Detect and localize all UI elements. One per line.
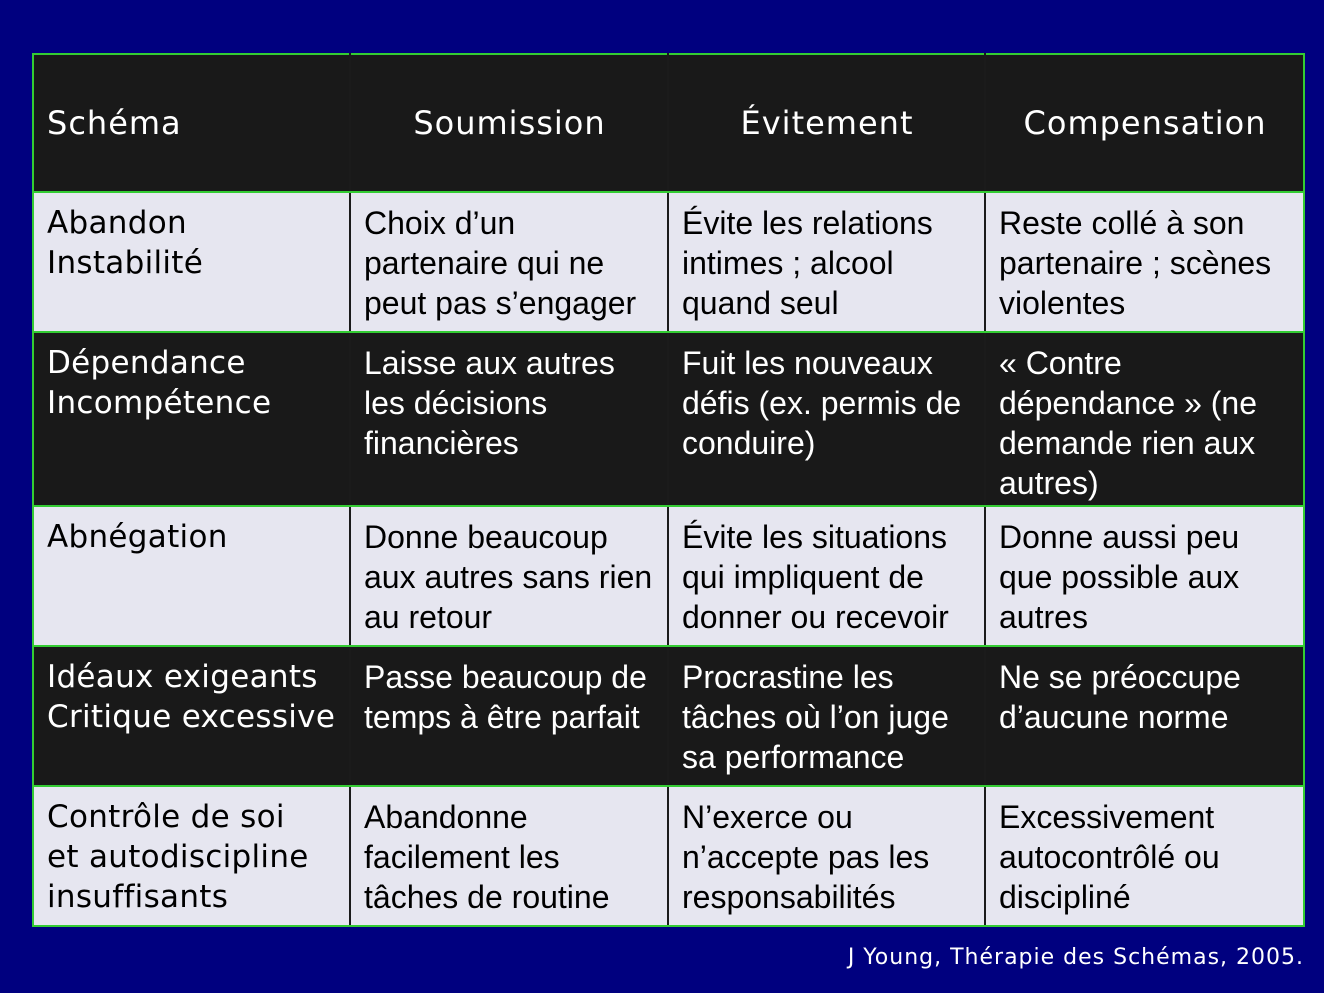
schema-label: Dépendance (47, 345, 246, 381)
header-schema: Schéma (33, 54, 350, 192)
source-caption: J Young, Thérapie des Schémas, 2005. (847, 945, 1304, 970)
schema-label: Critique excessive (47, 699, 336, 735)
schema-label: Incompétence (47, 385, 272, 421)
schema-cell (33, 646, 350, 786)
compensation-cell: Excessivement autocontrôlé ou discipliné (985, 786, 1304, 926)
schema-cell (33, 786, 350, 926)
soumission-cell: Choix d’un partenaire qui ne peut pas s’engager (350, 192, 668, 332)
table-row (33, 646, 1304, 786)
soumission-cell: Passe beaucoup de temps à être parfait (350, 646, 668, 786)
schema-label: Abnégation (47, 519, 228, 555)
table-row (33, 192, 1304, 332)
soumission-cell: Laisse aux autres les décisions financières (350, 332, 668, 506)
soumission-cell: Donne beaucoup aux autres sans rien au retour (350, 506, 668, 646)
schema-label: Idéaux exigeants (47, 659, 318, 695)
header-evitement: Évitement (668, 54, 985, 192)
schema-label: Instabilité (47, 245, 204, 281)
header-soumission: Soumission (350, 54, 668, 192)
table-row (33, 786, 1304, 926)
compensation-cell: Ne se préoccupe d’aucune norme (985, 646, 1304, 786)
header-compensation: Compensation (985, 54, 1304, 192)
schema-label: insuffisants (47, 879, 229, 915)
evitement-cell: Procrastine les tâches où l’on juge sa performance (668, 646, 985, 786)
table-row (33, 332, 1304, 506)
schema-table (32, 53, 1305, 927)
compensation-cell: Reste collé à son partenaire ; scènes violentes (985, 192, 1304, 332)
schema-label: Abandon (47, 205, 187, 241)
evitement-cell: N’exerce ou n’accepte pas les responsabilités (668, 786, 985, 926)
compensation-cell: « Contre dépendance » (ne demande rien aux autres) (985, 332, 1304, 506)
evitement-cell: Évite les situations qui impliquent de donner ou recevoir (668, 506, 985, 646)
schema-cell (33, 332, 350, 506)
evitement-cell: Évite les relations intimes ; alcool quand seul (668, 192, 985, 332)
soumission-cell: Abandonne facilement les tâches de routine (350, 786, 668, 926)
compensation-cell: Donne aussi peu que possible aux autres (985, 506, 1304, 646)
table-header-row (33, 54, 1304, 192)
table-row (33, 506, 1304, 646)
schema-label: Contrôle de soi (47, 799, 285, 835)
evitement-cell: Fuit les nouveaux défis (ex. permis de conduire) (668, 332, 985, 506)
schema-cell (33, 506, 350, 646)
schema-label: et autodiscipline (47, 839, 309, 875)
schema-cell (33, 192, 350, 332)
